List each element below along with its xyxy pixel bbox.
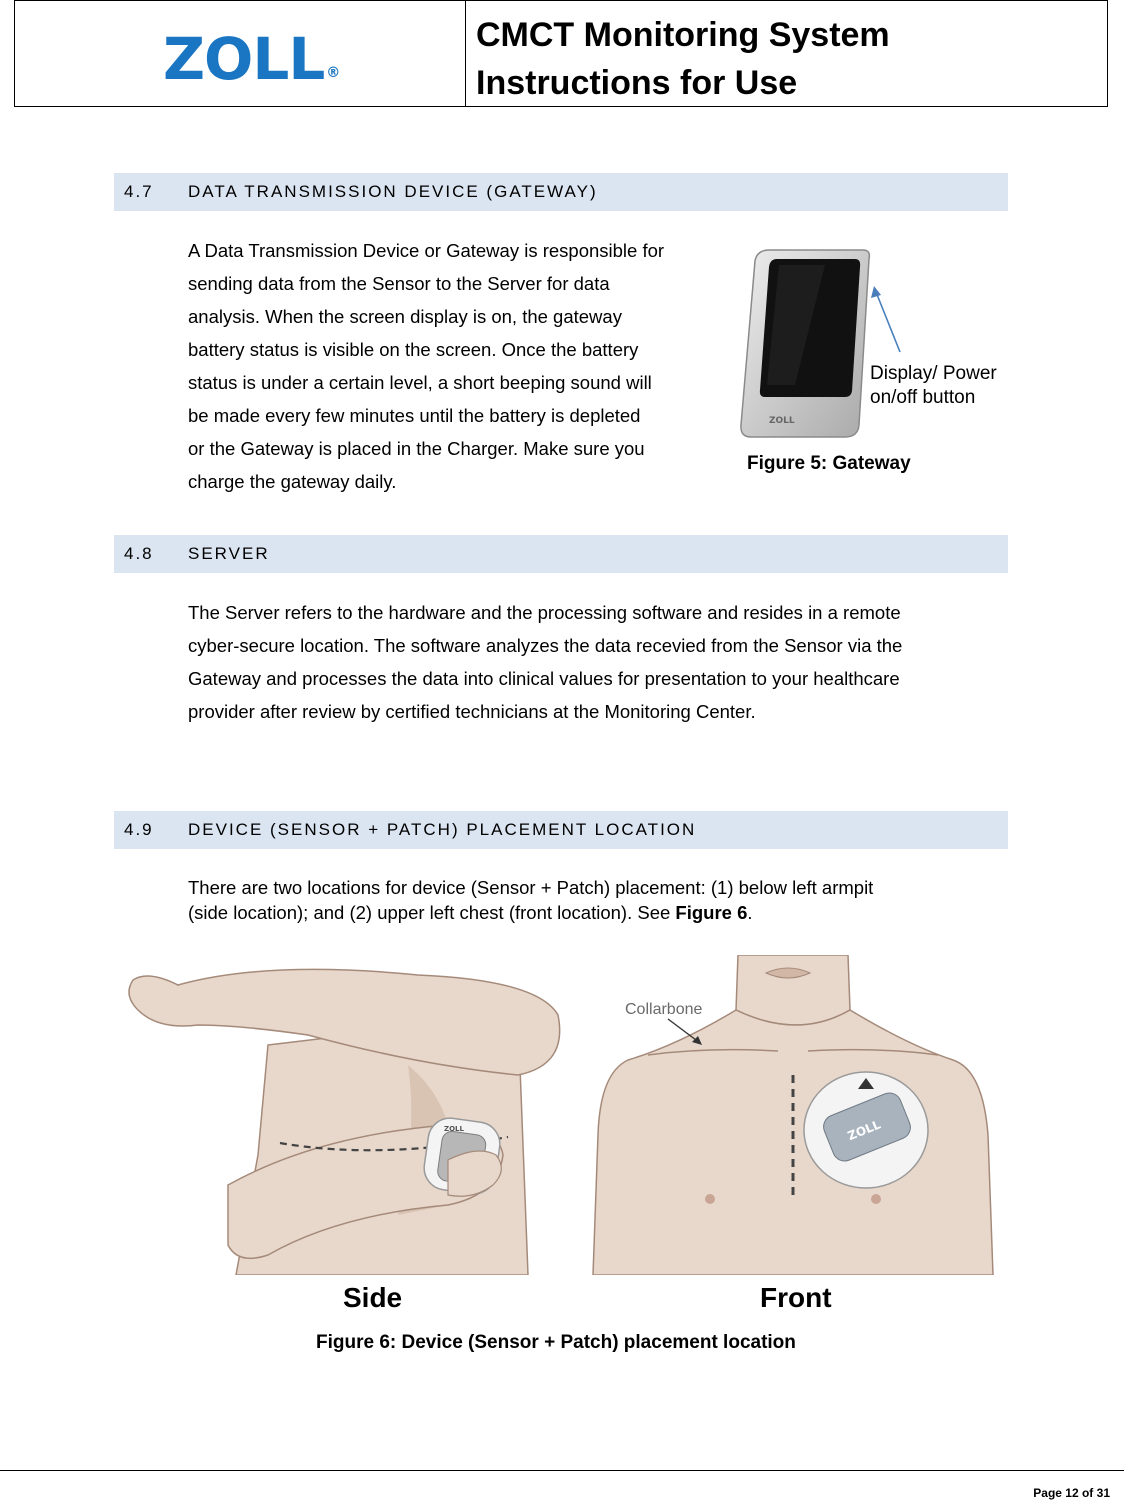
- side-patch-brand-text: ZOLL: [444, 1125, 464, 1133]
- footer-divider: [0, 1470, 1124, 1471]
- callout-arrow: [860, 280, 910, 360]
- callout-line: Display/ Power: [870, 363, 997, 384]
- text-line: battery status is visible on the screen. Once the battery: [188, 339, 639, 360]
- collarbone-label: Collarbone: [625, 1001, 703, 1018]
- figure-6-caption: Figure 6: Device (Sensor + Patch) placement location: [316, 1332, 796, 1353]
- text-line: There are two locations for device (Sensor + Patch) placement: (1) below left armpit: [188, 877, 874, 898]
- display-power-callout: [870, 362, 997, 410]
- text-line: or the Gateway is placed in the Charger. Make sure you: [188, 438, 645, 459]
- text-line: A Data Transmission Device or Gateway is responsible for: [188, 240, 665, 261]
- figure-5-caption: Figure 5: Gateway: [747, 453, 911, 474]
- section-heading-4-7: 4.7 DATA TRANSMISSION DEVICE (GATEWAY): [114, 173, 1008, 211]
- text-line: provider after review by certified technicians at the Monitoring Center.: [188, 701, 756, 722]
- page-number: Page 12 of 31: [1033, 1486, 1110, 1500]
- callout-line: on/off button: [870, 387, 976, 408]
- gateway-description: [188, 234, 728, 498]
- text-line: status is under a certain level, a short beeping sound will: [188, 372, 652, 393]
- text-line: be made every few minutes until the battery is depleted: [188, 405, 641, 426]
- gateway-brand-text: ZOLL: [769, 416, 795, 426]
- front-patch-brand-text: ZOLL: [845, 1117, 883, 1144]
- text-line: sending data from the Sensor to the Server for data: [188, 273, 610, 294]
- text-line: charge the gateway daily.: [188, 471, 397, 492]
- text-line: analysis. When the screen display is on, the gateway: [188, 306, 622, 327]
- text-line: (side location); and (2) upper left chest (front location). See Figure 6.: [188, 902, 753, 923]
- text-line: cyber-secure location. The software analyzes the data recevied from the Sensor via the: [188, 635, 903, 656]
- section-heading-4-8: 4.8 SERVER: [114, 535, 1008, 573]
- logo-cell: [15, 1, 466, 106]
- text-line: The Server refers to the hardware and the processing software and resides in a remote: [188, 602, 901, 623]
- figure-6-reference: Figure 6: [675, 902, 748, 923]
- placement-description: [188, 875, 1008, 925]
- document-header: [14, 0, 1108, 107]
- side-label: Side: [343, 1282, 403, 1313]
- document-title-line-1: CMCT Monitoring System: [476, 16, 890, 54]
- title-cell: [466, 1, 1107, 106]
- server-description: [188, 596, 1008, 728]
- section-heading-4-9: 4.9 DEVICE (SENSOR + PATCH) PLACEMENT LOCATION: [114, 811, 1008, 849]
- document-title-line-2: Instructions for Use: [476, 64, 798, 102]
- side-placement-illustration: [118, 955, 568, 1275]
- zoll-logo: ZOLL ®: [163, 25, 340, 93]
- text-line: Gateway and processes the data into clinical values for presentation to your healthcare: [188, 668, 900, 689]
- front-label: Front: [760, 1282, 832, 1313]
